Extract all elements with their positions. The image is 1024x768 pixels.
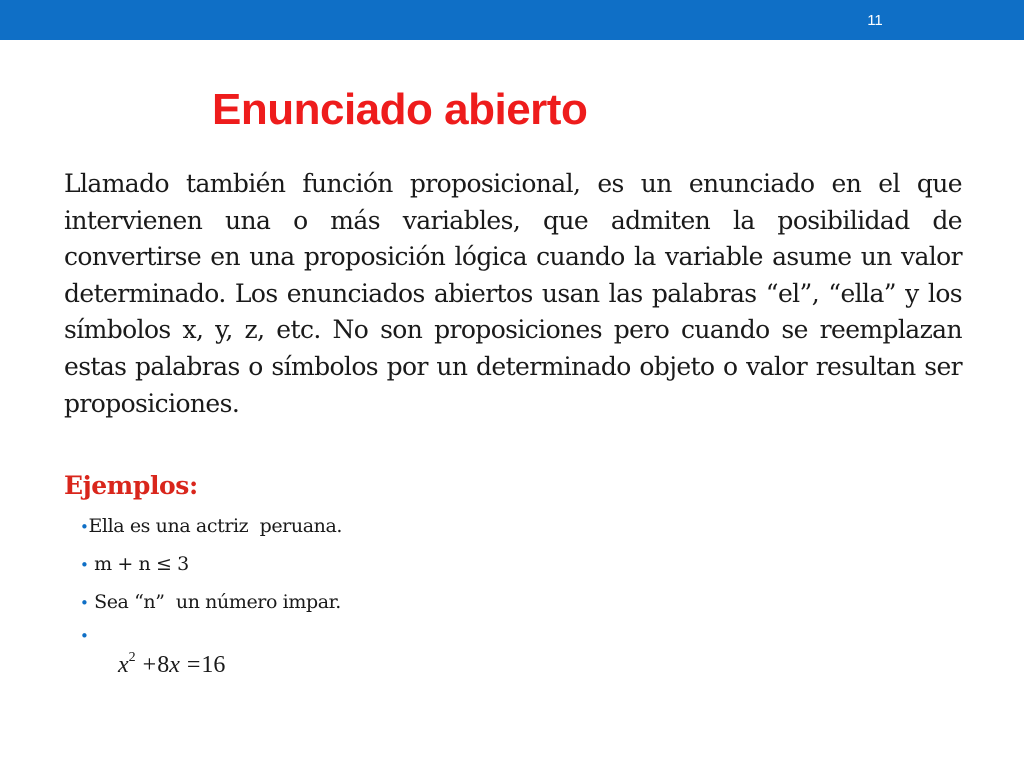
page-number: 11 <box>867 12 883 29</box>
example-item-1 <box>80 513 342 540</box>
equation <box>118 650 225 680</box>
equation-plus: + <box>142 652 157 678</box>
equation-equals: = <box>186 652 201 678</box>
example-item-3 <box>80 589 341 616</box>
bullet-icon: • <box>80 556 89 574</box>
equation-base: x <box>118 652 129 678</box>
example-text-2: m + n ≤ 3 <box>88 553 189 575</box>
top-bar <box>0 0 1024 40</box>
definition-paragraph: Llamado también función proposicional, es un enunciado en el que intervienen una o más variables, que admiten la posibilidad de convertirse en una proposición lógica cuando la variable asume un valor determinado. Los enunciados abiertos usan las palabras “el”, “ella” y los símbolos x, y, z, etc. No son proposiciones pero cuando se reemplazan estas palabras o símbolos por un determinado objeto o valor resultan ser proposiciones. <box>64 169 962 418</box>
equation-variable: x <box>169 652 180 678</box>
example-text-1: Ella es una actriz peruana. <box>88 515 343 537</box>
equation-result: 16 <box>201 652 226 678</box>
bullet-icon: • <box>80 627 89 645</box>
bullet-icon: • <box>80 518 89 536</box>
example-item-2 <box>80 551 189 578</box>
example-item-4 <box>80 622 88 649</box>
slide-title: Enunciado abierto <box>212 85 588 134</box>
bullet-icon: • <box>80 594 89 612</box>
equation-coefficient: 8 <box>157 652 170 678</box>
example-text-3: Sea “n” un número impar. <box>88 591 341 613</box>
examples-heading: Ejemplos: <box>64 471 198 500</box>
equation-exponent: 2 <box>128 650 136 665</box>
